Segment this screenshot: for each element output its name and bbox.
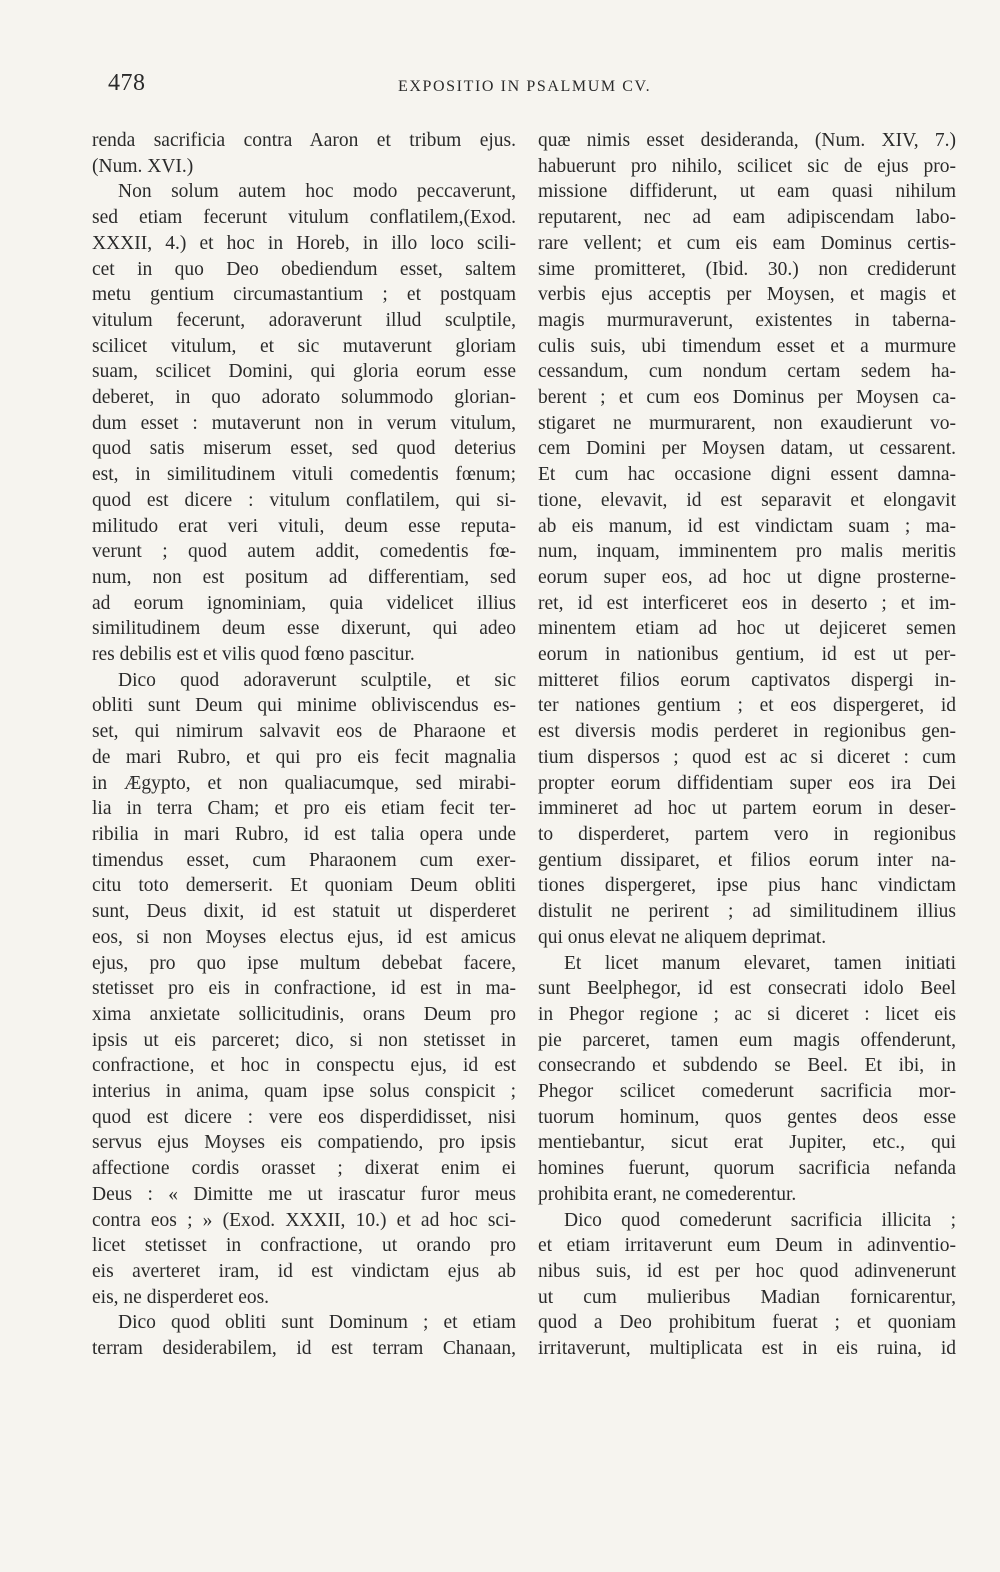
text-line: in Ægypto, et non qualiacumque, sed mirabi- <box>92 772 516 794</box>
left-text-column <box>92 128 516 1362</box>
text-line: set, qui nimirum salvavit eos de Pharaone et <box>92 721 516 743</box>
text-line: stetisset pro eis in confractione, id est in ma- <box>92 978 516 1000</box>
text-line: affectione cordis orasset ; dixerat enim ei <box>92 1158 516 1180</box>
right-text-column <box>538 128 956 1362</box>
text-line: mitteret filios eorum captivatos dispergi in- <box>538 669 956 691</box>
text-line: quod est dicere : vitulum conflatilem, qui si- <box>92 489 516 511</box>
text-line: tium dispersos ; quod est ac si diceret : cum <box>538 746 956 768</box>
text-line: berent ; et cum eos Dominus per Moysen ca- <box>538 387 956 409</box>
text-line: ad eorum ignominiam, quia videlicet illius <box>92 592 516 614</box>
text-line: servus ejus Moyses eis compatiendo, pro ipsis <box>92 1132 516 1154</box>
text-line: ut cum mulieribus Madian fornicarentur, <box>538 1286 956 1308</box>
text-line: in Phegor regione ; ac si diceret : licet eis <box>538 1003 956 1025</box>
text-line: habuerunt pro nihilo, scilicet sic de ejus pro- <box>538 155 956 177</box>
text-line: eis, ne disperderet eos. <box>92 1286 270 1308</box>
text-line: prohibita erant, ne comederentur. <box>538 1183 797 1205</box>
text-line: cessandum, cum nondum certam sedem ha- <box>538 361 956 383</box>
text-line: terram desiderabilem, id est terram Chanaan, <box>92 1338 516 1360</box>
text-line: minentem etiam ad hoc ut dejiceret semen <box>538 618 956 640</box>
text-line: quod est dicere : vere eos disperdidisset, nisi <box>92 1106 516 1128</box>
text-line: missione diffiderunt, ut eam quasi nihilum <box>538 181 956 203</box>
text-line: res debilis est et vilis quod fœno pascitur. <box>92 644 415 666</box>
text-line: to disperderet, partem vero in regionibus <box>538 823 956 845</box>
text-line: metu gentium circumastantium ; et postquam <box>92 284 516 306</box>
text-line: deberet, in quo adorato solummodo glorian- <box>92 387 516 409</box>
text-line: qui onus elevat ne aliquem deprimat. <box>538 926 827 948</box>
text-line: num, non est positum ad differentiam, sed <box>92 566 516 588</box>
text-line: suam, scilicet Domini, qui gloria eorum esse <box>92 361 516 383</box>
text-line: consecrando et subdendo se Beel. Et ibi, in <box>538 1055 956 1077</box>
text-line: immineret ad hoc ut partem eorum in deser- <box>538 798 956 820</box>
text-line: ipsis ut eis parceret; dico, si non stetisset in <box>92 1029 516 1051</box>
text-line: ter nationes gentium ; et eos dispergeret, id <box>538 695 956 717</box>
text-line: reputarent, nec ad eam adipiscendam labo- <box>538 207 956 229</box>
text-line: est diversis modis perderet in regionibus gen- <box>538 721 956 743</box>
text-line: quod a Deo prohibitum fuerat ; et quoniam <box>538 1312 956 1334</box>
text-line: est, in similitudinem vituli comedentis fœnum; <box>92 464 516 486</box>
text-line: confractione, et hoc in conspectu ejus, id est <box>92 1055 516 1077</box>
text-line: Non solum autem hoc modo peccaverunt, <box>118 181 516 203</box>
text-line: (Num. XVI.) <box>92 155 194 177</box>
text-line: interius in anima, quam ipse solus conspicit ; <box>92 1081 516 1103</box>
text-line: culis suis, ubi timendum esset et a murmure <box>538 335 956 357</box>
text-line: scilicet vitulum, et sic mutaverunt gloriam <box>92 335 516 357</box>
text-line: Dico quod comederunt sacrificia illicita ; <box>564 1209 956 1231</box>
text-line: contra eos ; » (Exod. XXXII, 10.) et ad hoc sci- <box>92 1209 516 1231</box>
text-line: num, inquam, imminentem pro malis meritis <box>538 541 956 563</box>
text-line: sed etiam fecerunt vitulum conflatilem,(Exod. <box>92 207 516 229</box>
text-line: distulit ne perirent ; ad similitudinem illius <box>538 901 956 923</box>
text-line: verbis ejus acceptis per Moysen, et magis et <box>538 284 956 306</box>
text-line: ret, id est interficeret eos in deserto ; et im- <box>538 592 956 614</box>
text-line: eorum super eos, ad hoc ut digne prosterne- <box>538 566 956 588</box>
text-line: lia in terra Cham; et pro eis etiam fecit ter- <box>92 798 516 820</box>
text-line: renda sacrificia contra Aaron et tribum ejus. <box>92 130 516 151</box>
text-line: sime promitteret, (Ibid. 30.) non crediderunt <box>538 258 956 280</box>
text-line: irritaverunt, multiplicata est in eis ruina, id <box>538 1338 956 1360</box>
text-line: verunt ; quod autem addit, comedentis fœ- <box>92 541 516 563</box>
text-line: timendus esset, cum Pharaonem cum exer- <box>92 849 516 871</box>
text-line: ab eis manum, id est vindictam suam ; ma- <box>538 515 956 537</box>
text-line: tuorum hominum, quos gentes deos esse <box>538 1106 956 1128</box>
text-line: vitulum fecerunt, adoraverunt illud sculptile, <box>92 309 516 331</box>
text-line: tione, elevavit, id est separavit et elongavit <box>538 489 956 511</box>
text-line: citu toto demerserit. Et quoniam Deum obliti <box>92 875 516 897</box>
text-line: ejus, pro quo ipse multum debebat facere, <box>92 952 516 974</box>
text-line: eorum in nationibus gentium, id est ut per- <box>538 644 956 666</box>
text-line: quæ nimis esset desideranda, (Num. XIV, 7.) <box>538 130 956 151</box>
text-line: eis averteret iram, id est vindictam ejus ab <box>92 1260 516 1282</box>
page-header <box>108 70 948 102</box>
text-line: Phegor scilicet comederunt sacrificia mor- <box>538 1081 956 1103</box>
text-line: obliti sunt Deum qui minime obliviscendus es- <box>92 695 516 717</box>
text-line: mentiebantur, sicut erat Jupiter, etc., qui <box>538 1132 956 1154</box>
text-line: propter eorum diffidentiam super eos ira Dei <box>538 772 956 794</box>
text-line: de mari Rubro, et qui pro eis fecit magnalia <box>92 746 516 768</box>
text-line: tiones dispergeret, ipse pius hanc vindictam <box>538 875 956 897</box>
text-line: magis murmuraverunt, existentes in taberna- <box>538 309 956 331</box>
text-line: stigaret ne murmurarent, non exaudierunt vo- <box>538 412 956 434</box>
text-line: licet stetisset in confractione, ut orando pro <box>92 1235 516 1257</box>
text-line: rare vellent; et cum eis eam Dominus certis- <box>538 232 956 254</box>
text-line: Deus : « Dimitte me ut irascatur furor meus <box>92 1183 516 1205</box>
text-line: cem Domini per Moysen datam, ut cessarent. <box>538 438 956 460</box>
text-line: pie parceret, tamen eum magis offenderunt, <box>538 1029 956 1051</box>
text-line: dum esset : mutaverunt non in verum vitulum, <box>92 412 516 434</box>
text-line: xima anxietate sollicitudinis, orans Deum pro <box>92 1003 516 1025</box>
text-line: ribilia in mari Rubro, id est talia opera unde <box>92 823 516 845</box>
text-line: Et cum hac occasione digni essent damna- <box>538 464 956 486</box>
text-line: Dico quod obliti sunt Dominum ; et etiam <box>118 1312 516 1334</box>
page-number: 478 <box>108 70 146 96</box>
text-line: eos, si non Moyses electus ejus, id est amicus <box>92 926 516 948</box>
text-line: militudo erat veri vituli, deum esse reputa- <box>92 515 516 537</box>
text-line: homines fuerunt, quorum sacrificia nefanda <box>538 1158 956 1180</box>
text-line: cet in quo Deo obediendum esset, saltem <box>92 258 516 280</box>
text-line: Et licet manum elevaret, tamen initiati <box>564 952 956 974</box>
text-line: similitudinem deum esse dixerunt, qui adeo <box>92 618 516 640</box>
text-line: gentium dissiparet, et filios eorum inter na- <box>538 849 956 871</box>
text-line: nibus suis, id est per hoc quod adinvenerunt <box>538 1260 956 1282</box>
text-line: XXXII, 4.) et hoc in Horeb, in illo loco scili- <box>92 232 516 254</box>
text-line: quod satis miserum esset, sed quod deterius <box>92 438 516 460</box>
text-line: sunt, Deus dixit, id est statuit ut disperderet <box>92 901 516 923</box>
text-line: sunt Beelphegor, id est consecrati idolo Beel <box>538 978 956 1000</box>
text-line: et etiam irritaverunt eum Deum in adinventio- <box>538 1235 956 1257</box>
running-head: EXPOSITIO IN PSALMUM CV. <box>398 78 652 95</box>
text-line: Dico quod adoraverunt sculptile, et sic <box>118 669 516 691</box>
